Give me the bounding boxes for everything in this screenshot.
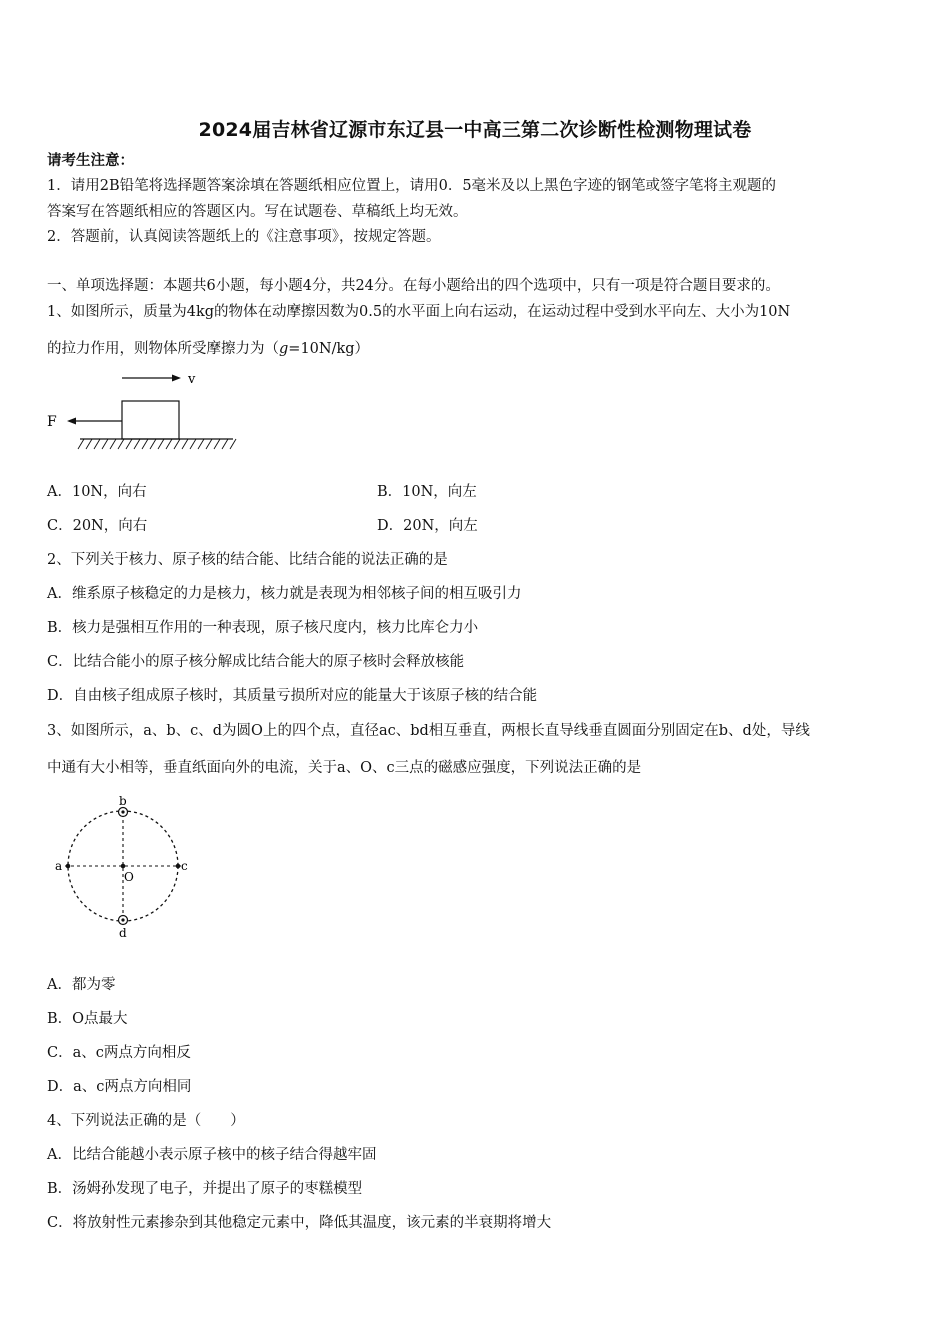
q1-option-d: D．20N，向左 xyxy=(377,518,478,534)
block xyxy=(122,401,179,439)
q3-option-b: B．O点最大 xyxy=(47,1011,128,1027)
velocity-label: v xyxy=(188,372,196,387)
q3-stem-line1: 3、如图所示，a、b、c、d为圆O上的四个点，直径ac、bd相互垂直，两根长直导线垂直圆面分别固定在b、d处，导线 xyxy=(47,723,810,739)
label-o: O xyxy=(124,870,134,884)
force-arrowhead xyxy=(67,418,76,425)
q3-option-d: D．a、c两点方向相同 xyxy=(47,1079,192,1095)
q4-option-c: C．将放射性元素掺杂到其他稳定元素中，降低其温度，该元素的半衰期将增大 xyxy=(47,1215,552,1231)
q3-option-a: A．都为零 xyxy=(47,977,116,993)
q1-block-figure xyxy=(40,365,240,455)
q2-option-a: A．维系原子核稳定的力是核力，核力就是表现为相邻核子间的相互吸引力 xyxy=(47,586,522,602)
label-c: c xyxy=(181,859,188,873)
q1-stem-line2: 的拉力作用，则物体所受摩擦力为（g=10N/kg） xyxy=(47,341,370,357)
notice-line-1: 1．请用2B铅笔将选择题答案涂填在答题纸相应位置上，请用0．5毫米及以上黑色字迹的钢笔或签字笔将主观题的 xyxy=(47,178,777,194)
label-b: b xyxy=(119,794,127,808)
q3-option-c: C．a、c两点方向相反 xyxy=(47,1045,191,1061)
notice-line-1-cont: 答案写在答题纸相应的答题区内。写在试题卷、草稿纸上均无效。 xyxy=(47,204,468,220)
q2-option-b: B．核力是强相互作用的一种表现，原子核尺度内，核力比库仑力小 xyxy=(47,620,479,636)
point-a xyxy=(66,864,71,869)
label-a: a xyxy=(55,859,63,873)
force-label: F xyxy=(47,414,57,430)
q1-option-c: C．20N，向右 xyxy=(47,518,148,534)
q1-option-a: A．10N，向右 xyxy=(47,484,147,500)
point-c xyxy=(176,864,181,869)
notice-line-2: 2．答题前，认真阅读答题纸上的《注意事项》，按规定答题。 xyxy=(47,229,441,245)
wire-b-dot xyxy=(121,810,124,813)
q4-stem: 4、下列说法正确的是（ ） xyxy=(47,1113,245,1129)
page-title: 2024届吉林省辽源市东辽县一中高三第二次诊断性检测物理试卷 xyxy=(198,119,752,141)
q2-option-c: C．比结合能小的原子核分解成比结合能大的原子核时会释放核能 xyxy=(47,654,465,670)
q1-option-b: B．10N，向左 xyxy=(377,484,477,500)
q4-option-a: A．比结合能越小表示原子核中的核子结合得越牢固 xyxy=(47,1147,377,1163)
ground-hatching xyxy=(78,439,236,449)
q3-circle-figure xyxy=(50,790,200,940)
point-o xyxy=(121,864,126,869)
label-d: d xyxy=(119,926,127,940)
q2-option-d: D．自由核子组成原子核时，其质量亏损所对应的能量大于该原子核的结合能 xyxy=(47,688,538,704)
velocity-arrowhead xyxy=(172,375,181,382)
wire-d-dot xyxy=(121,918,124,921)
q4-option-b: B．汤姆孙发现了电子，并提出了原子的枣糕模型 xyxy=(47,1181,363,1197)
notice-heading: 请考生注意： xyxy=(47,152,134,169)
q3-stem-line2: 中通有大小相等，垂直纸面向外的电流，关于a、O、c三点的磁感应强度，下列说法正确的是 xyxy=(47,760,642,776)
q2-stem: 2、下列关于核力、原子核的结合能、比结合能的说法正确的是 xyxy=(47,552,448,568)
q1-stem-line1: 1、如图所示，质量为4kg的物体在动摩擦因数为0.5的水平面上向右运动，在运动过程中受到水平向左、大小为10N xyxy=(47,304,791,320)
section-heading: 一、单项选择题：本题共6小题，每小题4分，共24分。在每小题给出的四个选项中，只有一项是符合题目要求的。 xyxy=(47,278,780,294)
